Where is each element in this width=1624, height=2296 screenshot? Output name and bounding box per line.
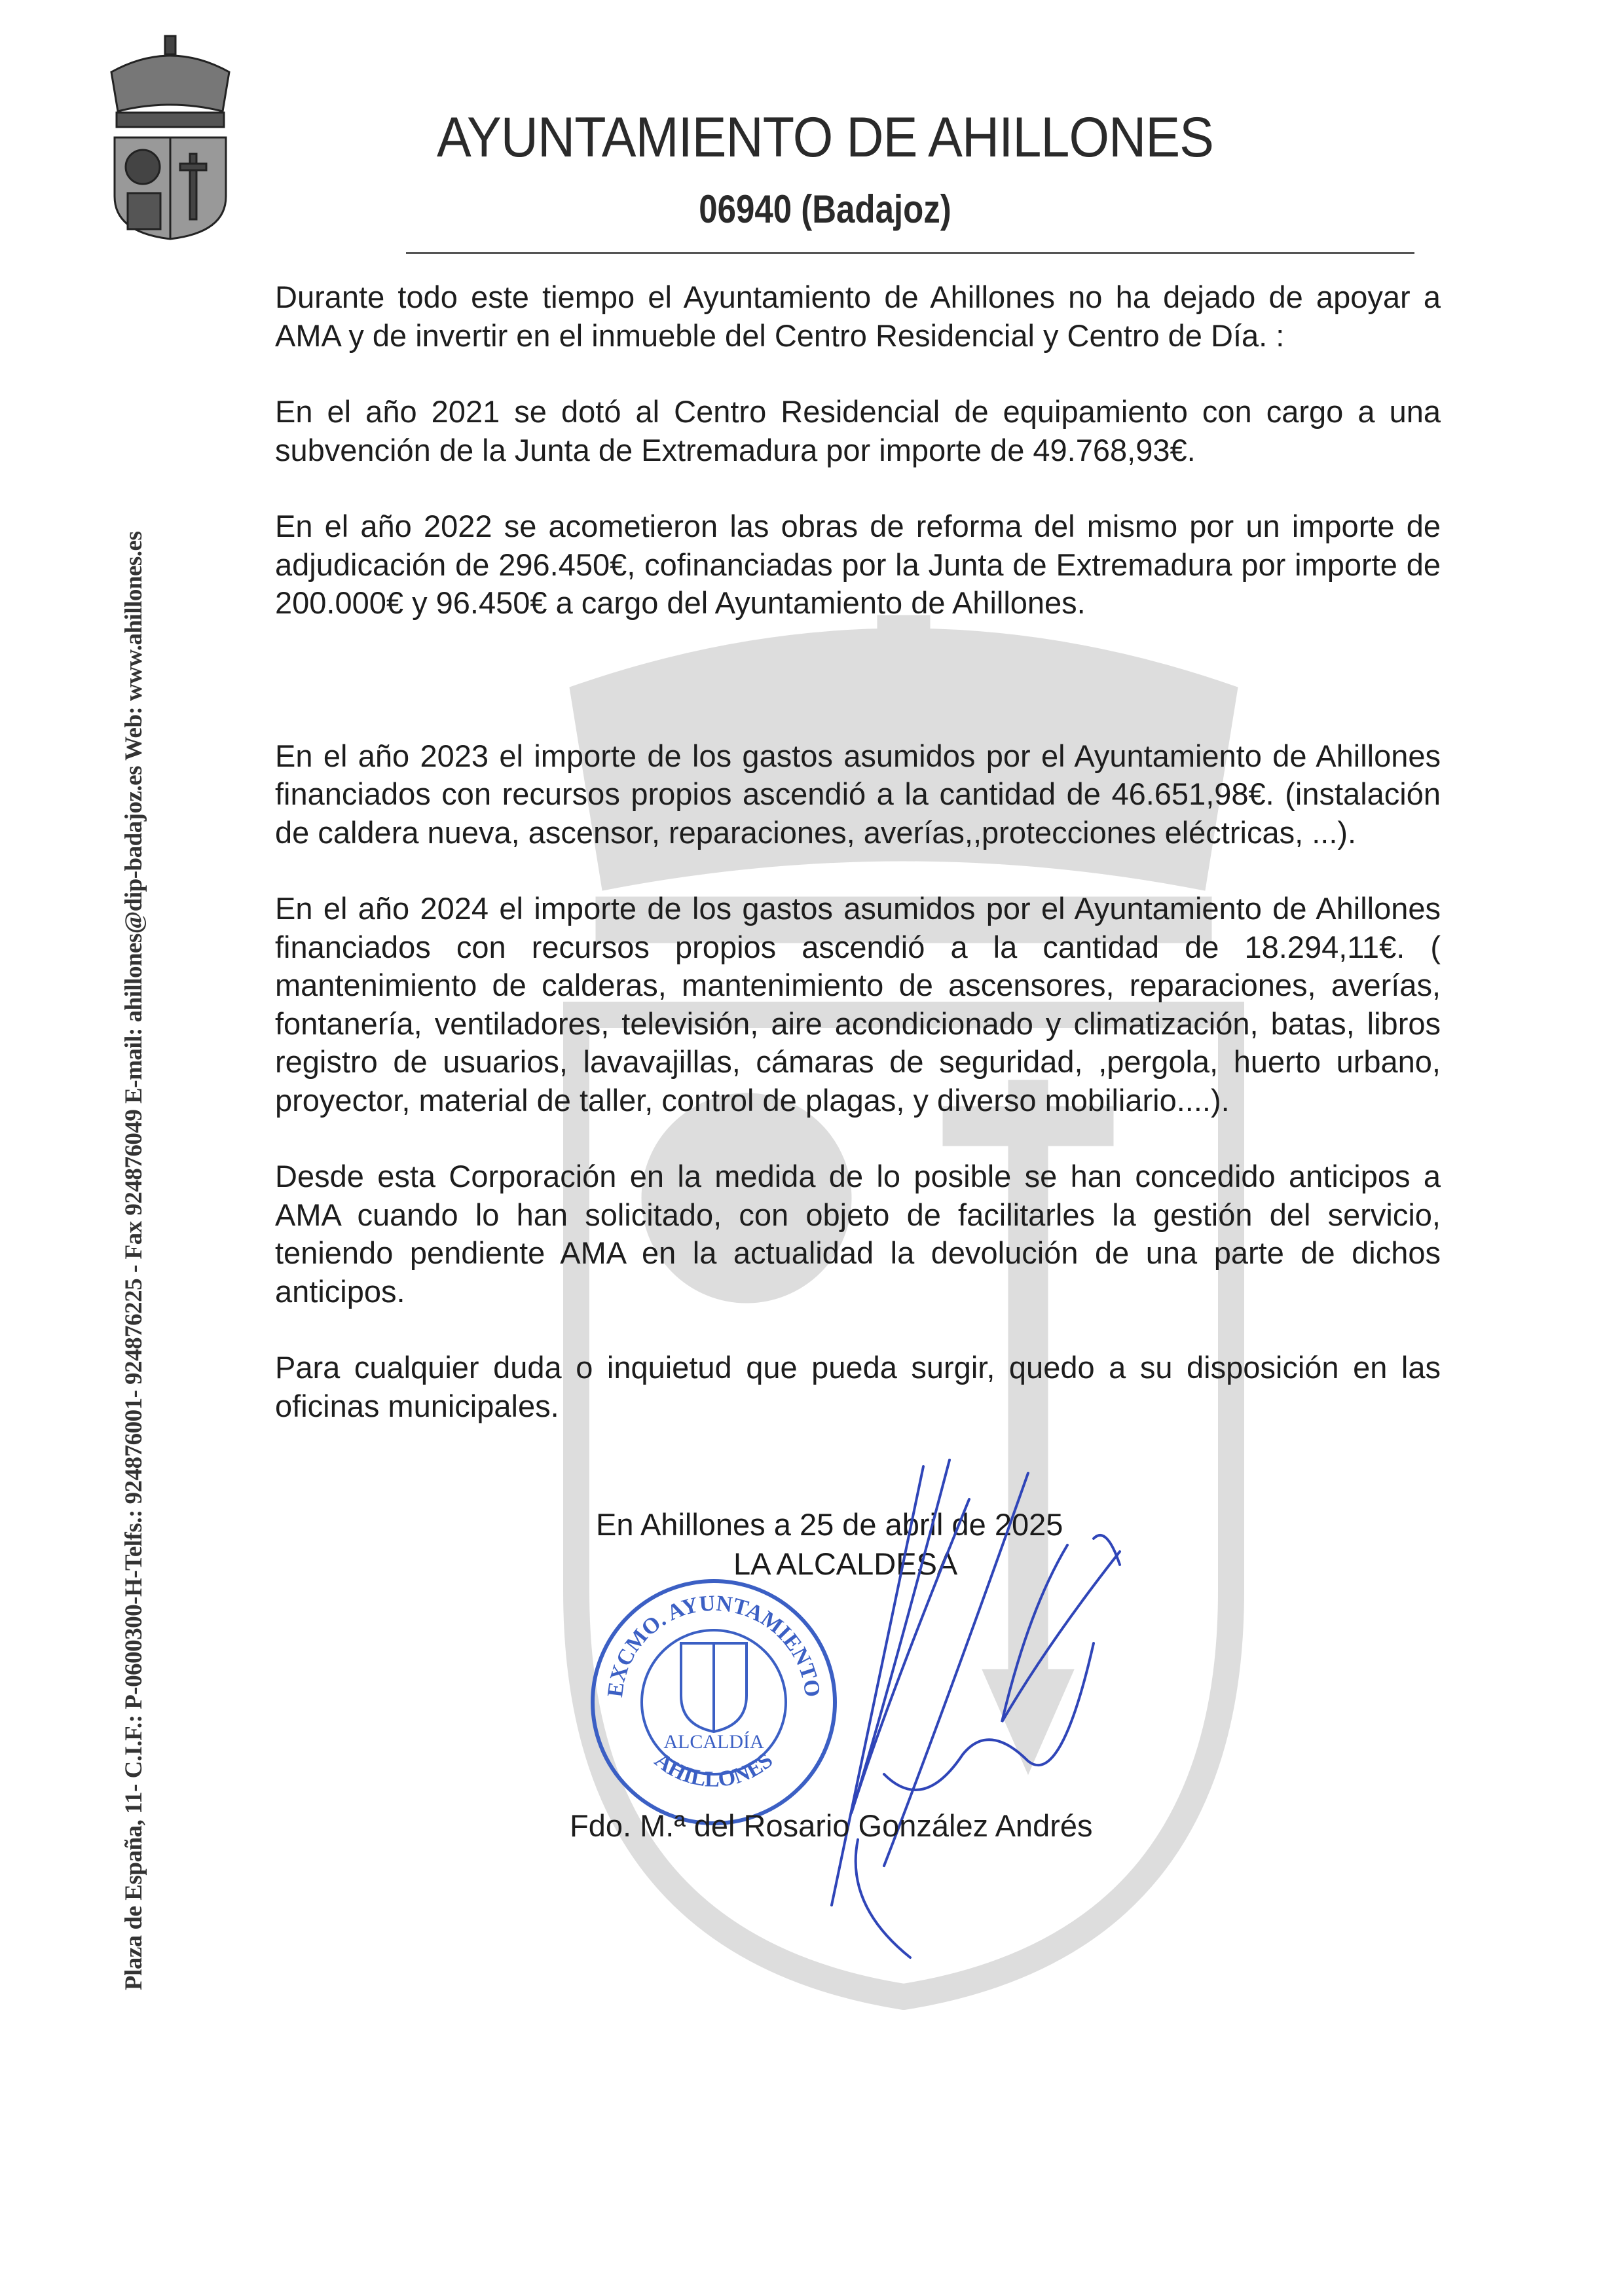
signer-name: Fdo. M.ª del Rosario González Andrés <box>570 1808 1093 1843</box>
paragraph: En el año 2022 se acometieron las obras de reforma del mismo por un importe de adjudicación de 296.450€, cofinanciadas por la Junta de Extremadura por importe de 200.000€ y 96.450€ a cargo del Ayuntamiento de Ahillones. <box>275 509 1441 620</box>
letter-body <box>275 278 1441 1463</box>
paragraph: Durante todo este tiempo el Ayuntamiento de Ahillones no ha dejado de apoyar a AMA y de invertir en el inmueble del Centro Residencial y Centro de Día. : <box>275 280 1441 353</box>
closing-place-date: En Ahillones a 25 de abril de 2025 <box>596 1507 1063 1542</box>
handwritten-signature <box>753 1447 1146 1971</box>
svg-text:EXCMO. AYUNTAMIENTO: EXCMO. AYUNTAMIENTO <box>602 1591 825 1699</box>
page-title: AYUNTAMIENTO DE AHILLONES <box>436 106 1214 169</box>
paragraph: En el año 2021 se dotó al Centro Residencial de equipamiento con cargo a una subvención de la Junta de Extremadura por importe de 49.768,93€. <box>275 394 1441 467</box>
closing-role: LA ALCALDESA <box>733 1546 958 1581</box>
svg-text:ALCALDÍA: ALCALDÍA <box>663 1731 764 1753</box>
header-divider <box>406 252 1414 254</box>
svg-text:AHILLONES: AHILLONES <box>650 1747 778 1792</box>
coat-of-arms-logo <box>98 33 242 242</box>
paragraph: En el año 2024 el importe de los gastos asumidos por el Ayuntamiento de Ahillones financiados con recursos propios ascendió a la cantidad de 18.294,11€. ( mantenimiento de calderas, mantenimiento de ascensores, reparaciones, averías, fontanería, ventiladores, televisión, aire acondicionado y climatización, batas, libros registro de usuarios, lavavajillas, cámaras de seguridad, ,pergola, huerto urbano, proyector, material de taller, control de plagas, y diverso mobiliario....). <box>275 891 1441 1118</box>
sidebar-address: Plaza de España, 11- C.I.F.: P-0600300-H-Telfs.: 924876001- 924876225 - Fax 924876049 E-mail: ahillones@dip-badajoz.es Web: www.ahillones.es <box>120 531 147 1990</box>
page-subtitle: 06940 (Badajoz) <box>699 187 951 231</box>
paragraph: En el año 2023 el importe de los gastos asumidos por el Ayuntamiento de Ahillones financiados con recursos propios ascendió a la cantidad de 46.651,98€. (instalación de caldera nueva, ascensor, reparaciones, averías,,protecciones eléctricas, ...). <box>275 738 1441 850</box>
paragraph: Para cualquier duda o inquietud que pueda surgir, quedo a su disposición en las oficinas municipales. <box>275 1350 1441 1423</box>
paragraph: Desde esta Corporación en la medida de lo posible se han concedido anticipos a AMA cuando lo han solicitado, con objeto de facilitarles la gestión del servicio, teniendo pendiente AMA en la actualidad la devolución de una parte de dichos anticipos. <box>275 1159 1441 1309</box>
